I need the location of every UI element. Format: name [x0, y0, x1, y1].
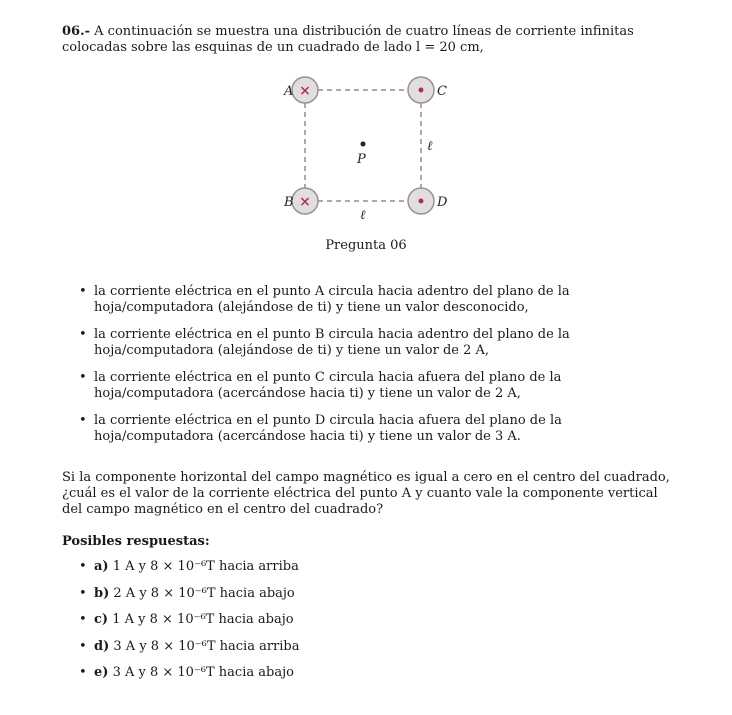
wire-D-symbol: • — [416, 194, 426, 210]
condition-item-A: • la corriente eléctrica en el punto A circula hacia adentro del plano de la hoja/computadora (alejándose de ti) y tiene un valor desconocido, — [62, 284, 670, 316]
answer-label: d) — [94, 638, 110, 654]
label-side-right: ℓ — [427, 139, 433, 154]
answer-option-e — [62, 665, 300, 692]
answers-list — [62, 559, 300, 692]
label-D: D — [437, 195, 448, 210]
label-B: B — [284, 195, 294, 210]
answer-label: c) — [94, 612, 109, 627]
label-C: C — [437, 84, 447, 99]
wire-A-symbol: × — [299, 83, 311, 99]
answer-option-b — [62, 586, 300, 613]
wire-D — [408, 188, 434, 214]
condition-item-C: • la corriente eléctrica en el punto C circula hacia afuera del plano de la hoja/computadora (acercándose hacia ti) y tiene un valor de 2 A, — [62, 370, 670, 402]
label-side-bottom: ℓ — [360, 208, 366, 223]
point-P-dot — [361, 142, 366, 147]
condition-item-D: • la corriente eléctrica en el punto D circula hacia afuera del plano de la hoja/computadora (acercándose hacia ti) y tiene un valor de 3 A. — [62, 413, 670, 445]
wire-C — [408, 77, 434, 103]
square-wires-figure — [270, 70, 460, 230]
label-A: A — [284, 84, 294, 99]
answer-option-d — [62, 639, 300, 666]
problem-intro — [62, 24, 670, 56]
answer-label: a) — [94, 559, 109, 574]
wire-B — [292, 188, 318, 214]
answer-text: 1 A y 8 × 10⁻⁶T hacia abajo — [112, 612, 294, 627]
answer-text: 1 A y 8 × 10⁻⁶T hacia arriba — [112, 559, 299, 574]
problem-number: 06.- — [62, 24, 91, 39]
answer-text: 3 A y 8 × 10⁻⁶T hacia arriba — [113, 638, 300, 654]
figure-caption: Pregunta 06 — [325, 238, 407, 253]
wire-C-symbol: • — [416, 83, 426, 99]
label-P: P — [357, 152, 366, 167]
answer-label: e) — [94, 665, 109, 680]
question-text: Si la componente horizontal del campo magnético es igual a cero en el centro del cuadrado, ¿cuál es el valor de la corriente eléctrica del punto A y cuanto vale la componente vertical del campo magnético en el centro del cuadrado? — [62, 470, 670, 517]
answer-text: 3 A y 8 × 10⁻⁶T hacia abajo — [112, 665, 294, 680]
problem-intro-text: A continuación se muestra una distribución de cuatro líneas de corriente infinitas colocadas sobre las esquinas de un cuadrado de lado l = 20 cm, — [62, 24, 634, 55]
answers-title: Posibles respuestas: — [62, 534, 210, 549]
condition-item-B: • la corriente eléctrica en el punto B circula hacia adentro del plano de la hoja/computadora (alejándose de ti) y tiene un valor de 2 A, — [62, 327, 670, 359]
wire-A — [292, 77, 318, 103]
answer-text: 2 A y 8 × 10⁻⁶T hacia abajo — [113, 585, 295, 601]
answer-option-c — [62, 612, 300, 639]
wire-B-symbol: × — [299, 194, 311, 210]
answer-label: b) — [94, 585, 110, 601]
answer-option-a — [62, 559, 300, 586]
conditions-list — [62, 284, 670, 456]
